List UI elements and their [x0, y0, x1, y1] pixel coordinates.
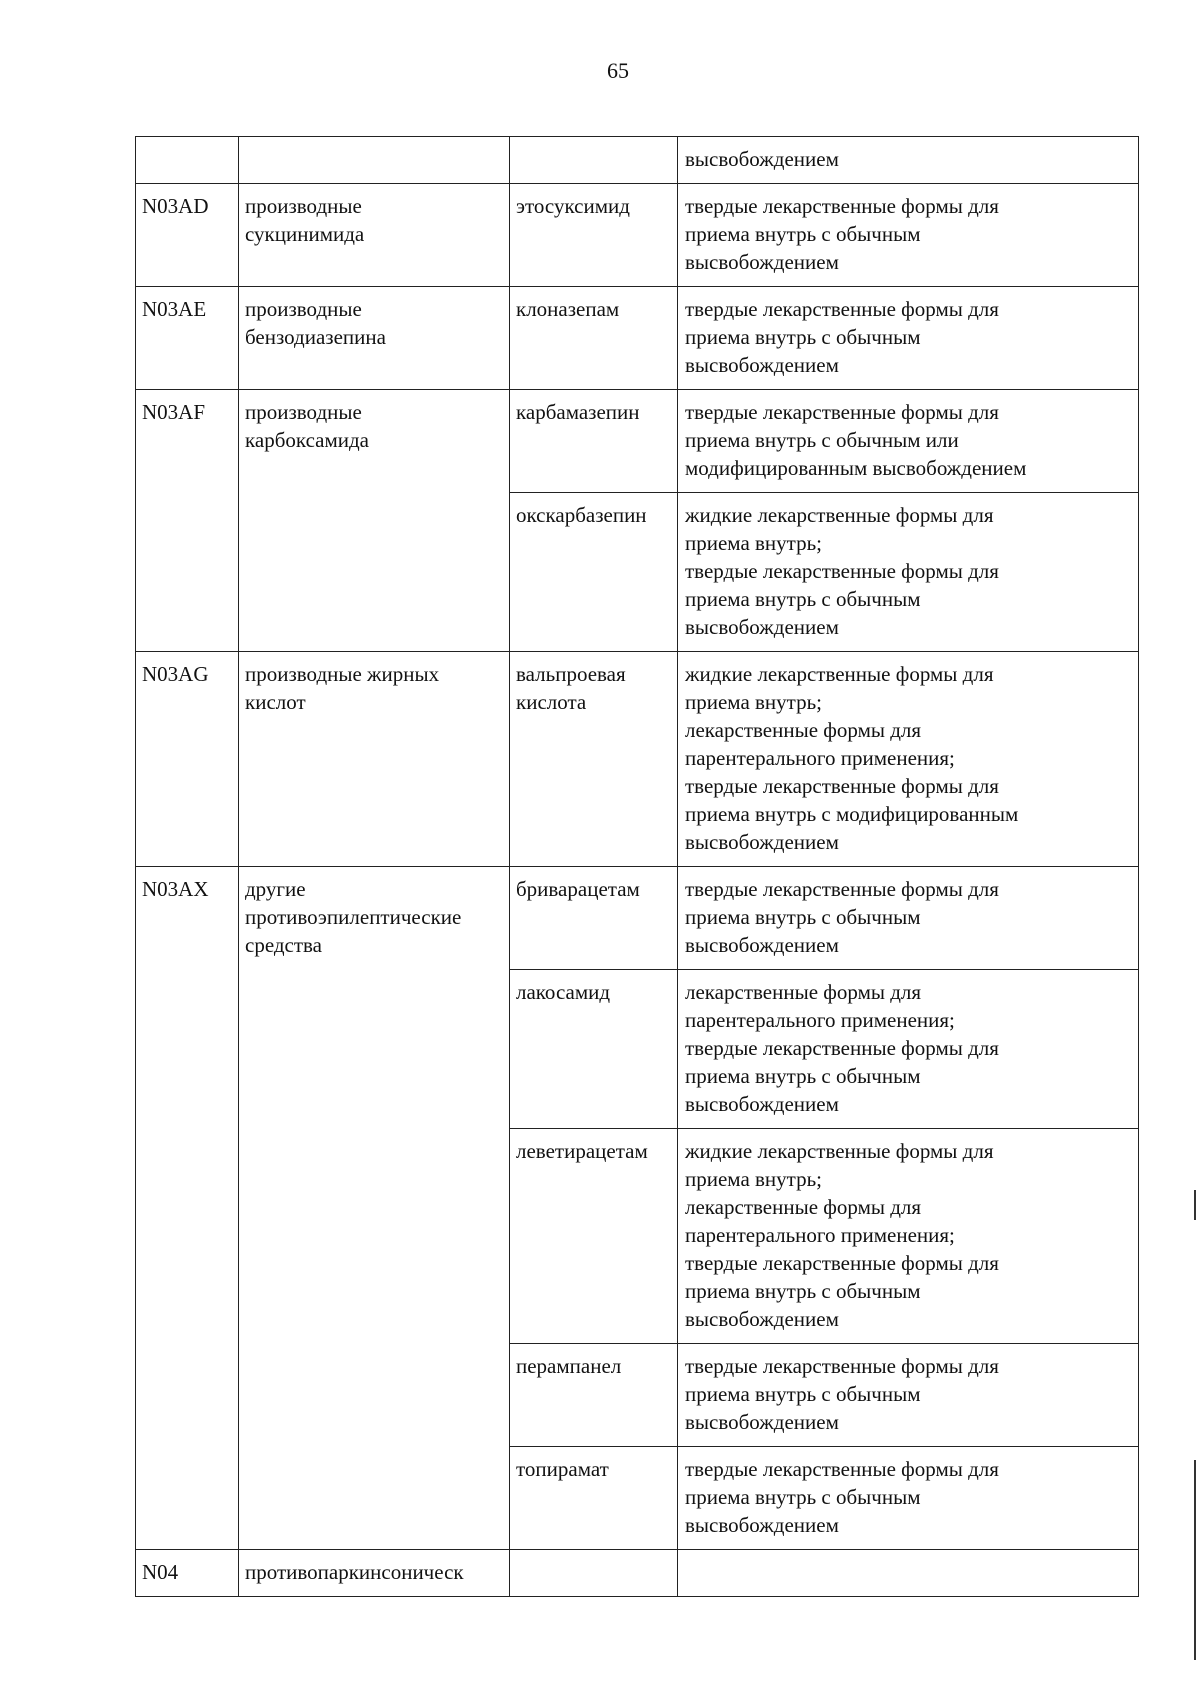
- table-row: [136, 1550, 1139, 1597]
- dosage-forms-cell: твердые лекарственные формы для приема внутрь с обычным или модифицированным высвобождением: [678, 390, 1139, 493]
- atc-code-cell: [136, 137, 239, 184]
- substance-cell: клоназепам: [510, 287, 678, 390]
- atc-code-cell: N03AX: [136, 867, 239, 1550]
- drug-table: [135, 136, 1139, 1597]
- dosage-forms-cell: твердые лекарственные формы для приема внутрь с обычным высвобождением: [678, 1447, 1139, 1550]
- substance-cell: [510, 1550, 678, 1597]
- dosage-forms-cell: жидкие лекарственные формы для приема внутрь; твердые лекарственные формы для приема внутрь с обычным высвобождением: [678, 493, 1139, 652]
- substance-cell: [510, 137, 678, 184]
- substance-cell: перампанел: [510, 1344, 678, 1447]
- atc-code-cell: N04: [136, 1550, 239, 1597]
- group-name-cell: производные сукцинимида: [239, 184, 510, 287]
- atc-code-cell: N03AG: [136, 652, 239, 867]
- substance-cell: окскарбазепин: [510, 493, 678, 652]
- dosage-forms-cell: твердые лекарственные формы для приема внутрь с обычным высвобождением: [678, 1344, 1139, 1447]
- scan-artifact-line: [1194, 1190, 1196, 1220]
- page-number: 65: [607, 58, 629, 83]
- group-name-cell: противопаркинсоническ: [239, 1550, 510, 1597]
- dosage-forms-cell: [678, 1550, 1139, 1597]
- dosage-forms-cell: жидкие лекарственные формы для приема внутрь; лекарственные формы для парентерального применения; твердые лекарственные формы для приема внутрь с модифицированным высвобождением: [678, 652, 1139, 867]
- dosage-forms-cell: жидкие лекарственные формы для приема внутрь; лекарственные формы для парентерального применения; твердые лекарственные формы для приема внутрь с обычным высвобождением: [678, 1129, 1139, 1344]
- group-name-cell: производные бензодиазепина: [239, 287, 510, 390]
- table-row: [136, 184, 1139, 287]
- atc-code-cell: N03AE: [136, 287, 239, 390]
- substance-cell: леветирацетам: [510, 1129, 678, 1344]
- substance-cell: этосуксимид: [510, 184, 678, 287]
- dosage-forms-cell: твердые лекарственные формы для приема внутрь с обычным высвобождением: [678, 184, 1139, 287]
- group-name-cell: другие противоэпилептические средства: [239, 867, 510, 1550]
- atc-code-cell: N03AF: [136, 390, 239, 652]
- dosage-forms-cell: лекарственные формы для парентерального применения; твердые лекарственные формы для приема внутрь с обычным высвобождением: [678, 970, 1139, 1129]
- table-row: [136, 867, 1139, 970]
- substance-cell: бриварацетам: [510, 867, 678, 970]
- group-name-cell: производные карбоксамида: [239, 390, 510, 652]
- substance-cell: карбамазепин: [510, 390, 678, 493]
- table-row: [136, 652, 1139, 867]
- dosage-forms-cell: твердые лекарственные формы для приема внутрь с обычным высвобождением: [678, 287, 1139, 390]
- substance-cell: топирамат: [510, 1447, 678, 1550]
- group-name-cell: производные жирных кислот: [239, 652, 510, 867]
- table-row: [136, 287, 1139, 390]
- group-name-cell: [239, 137, 510, 184]
- scan-artifact-line: [1194, 1460, 1196, 1660]
- atc-code-cell: N03AD: [136, 184, 239, 287]
- dosage-forms-cell: высвобождением: [678, 137, 1139, 184]
- substance-cell: лакосамид: [510, 970, 678, 1129]
- table-row: [136, 137, 1139, 184]
- dosage-forms-cell: твердые лекарственные формы для приема внутрь с обычным высвобождением: [678, 867, 1139, 970]
- substance-cell: вальпроевая кислота: [510, 652, 678, 867]
- drug-table-body: [136, 137, 1139, 1597]
- table-row: [136, 390, 1139, 493]
